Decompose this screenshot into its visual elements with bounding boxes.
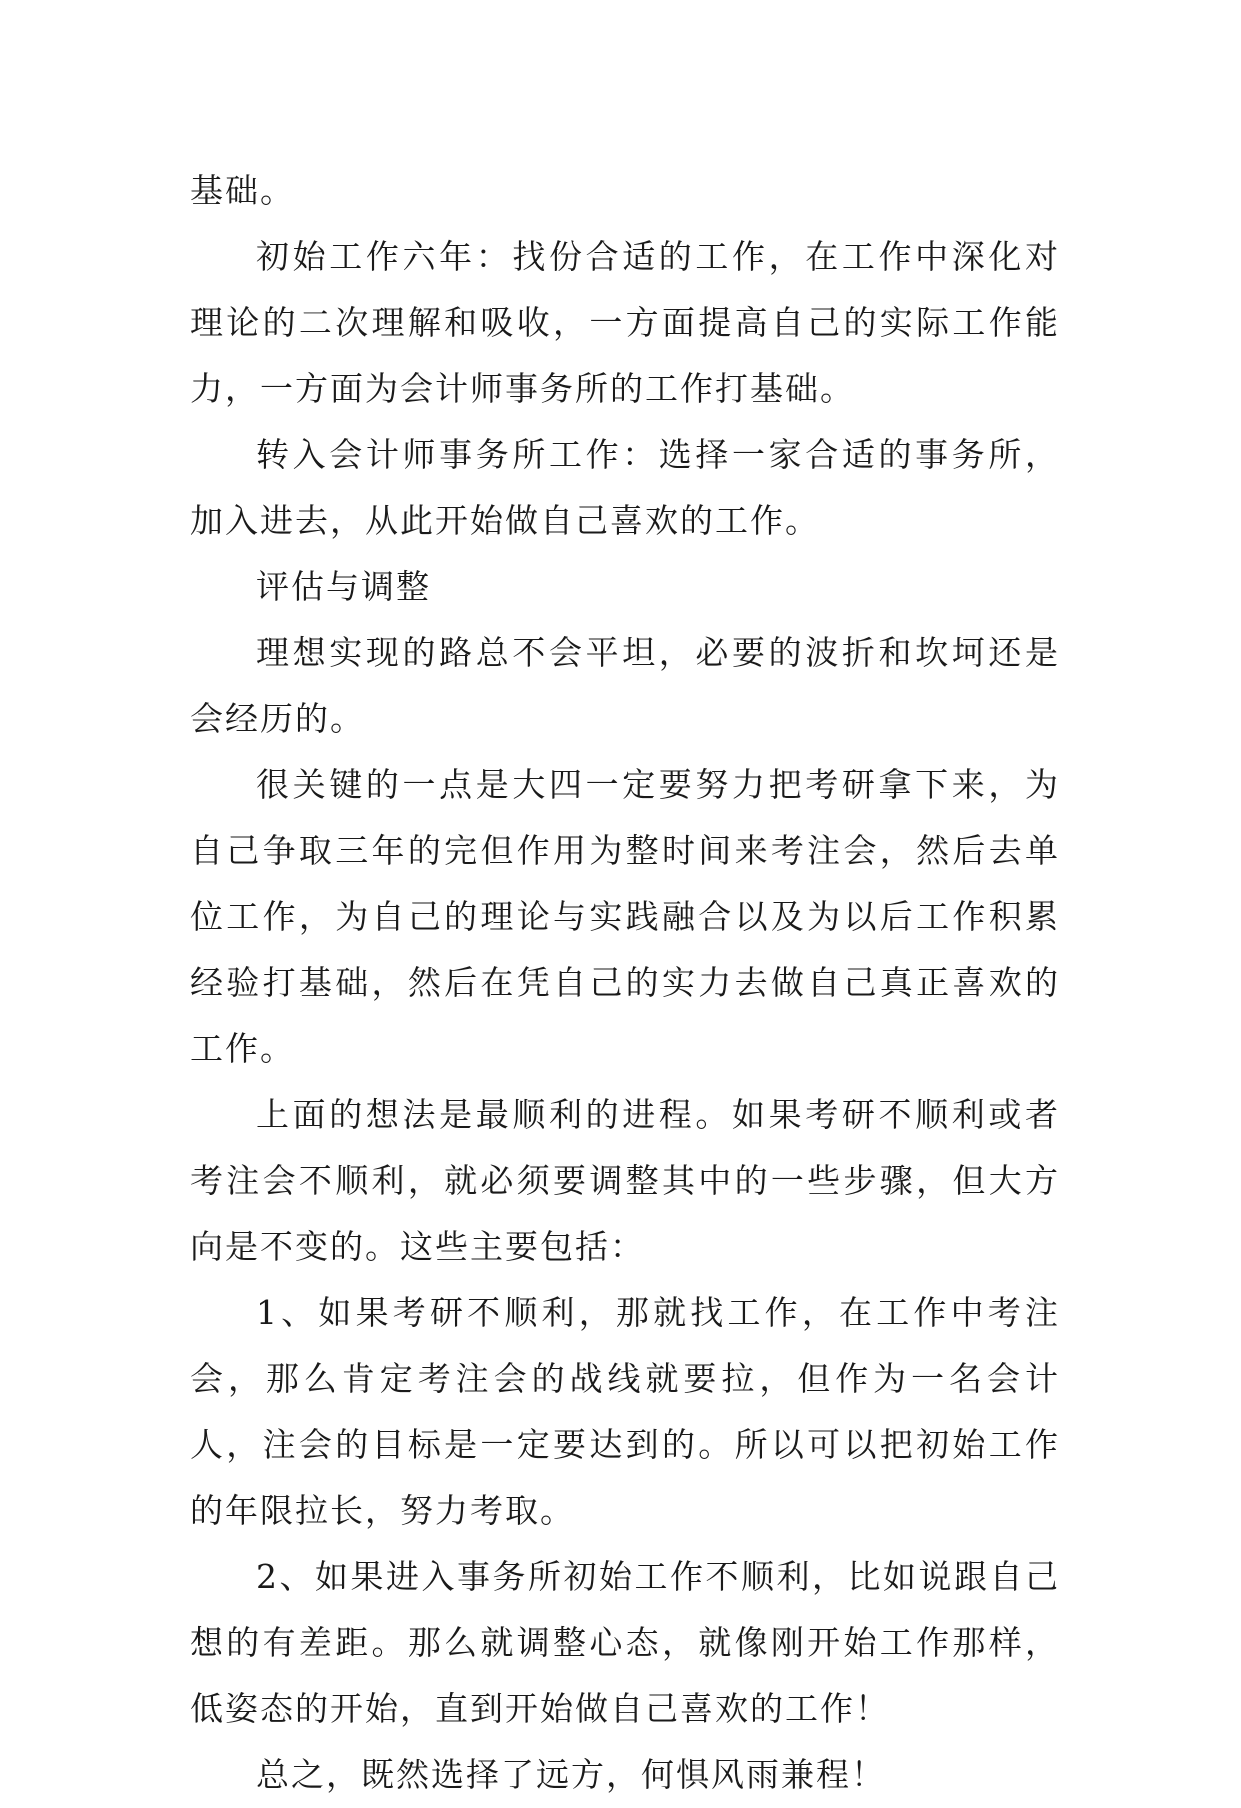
paragraph-7: 上面的想法是最顺利的进程。如果考研不顺利或者考注会不顺利，就必须要调整其中的一些步骤，但大方向是不变的。这些主要包括： bbox=[190, 1095, 1060, 1266]
paragraph-3: 转入会计师事务所工作：选择一家合适的事务所，加入进去，从此开始做自己喜欢的工作。 bbox=[190, 435, 1060, 540]
document-body bbox=[190, 158, 1060, 1808]
list-item-1: 1、如果考研不顺利，那就找工作，在工作中考注会，那么肯定考注会的战线就要拉，但作为一名会计人，注会的目标是一定要达到的。所以可以把初始工作的年限拉长，努力考取。 bbox=[190, 1293, 1060, 1530]
paragraph-1: 基础。 bbox=[190, 171, 295, 210]
paragraph-6: 很关键的一点是大四一定要努力把考研拿下来，为自己争取三年的完但作用为整时间来考注会，然后去单位工作，为自己的理论与实践融合以及为以后工作积累经验打基础，然后在凭自己的实力去做自己真正喜欢的工作。 bbox=[190, 765, 1060, 1068]
paragraph-5: 理想实现的路总不会平坦，必要的波折和坎坷还是会经历的。 bbox=[190, 633, 1060, 738]
section-heading: 评估与调整 bbox=[256, 567, 431, 606]
paragraph-2: 初始工作六年：找份合适的工作，在工作中深化对理论的二次理解和吸收，一方面提高自己的实际工作能力，一方面为会计师事务所的工作打基础。 bbox=[190, 237, 1060, 408]
closing-paragraph: 总之，既然选择了远方，何惧风雨兼程！ bbox=[256, 1755, 886, 1794]
list-item-2: 2、如果进入事务所初始工作不顺利，比如说跟自己想的有差距。那么就调整心态，就像刚开始工作那样，低姿态的开始，直到开始做自己喜欢的工作！ bbox=[190, 1557, 1060, 1728]
